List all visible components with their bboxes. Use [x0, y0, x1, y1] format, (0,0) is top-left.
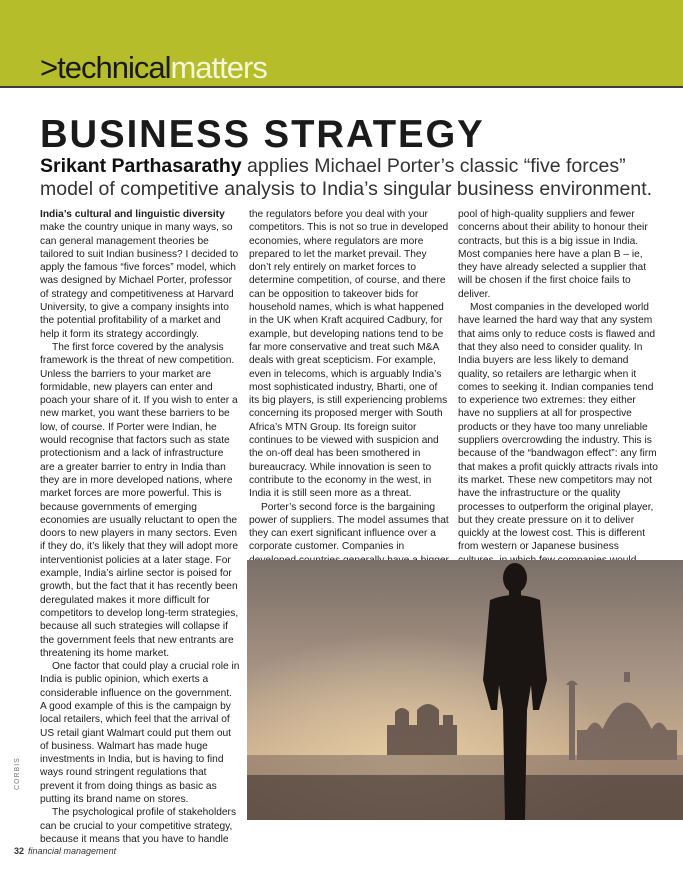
header-rule	[0, 86, 683, 88]
standfirst	[40, 155, 670, 201]
paragraph: the regulators before you deal with your competitors. This is not so true in developed economies, where regulators are more prepared to let the market prevail. They don’t rely entirely on market forces to determine competition, of course, and there can be opposition to takeover bids for household names, which is what happened in the UK when Kraft acquired Cadbury, for example, but developing nations tend to be far more conservative and treat such M&A deals with great scepticism. For example, even in telecoms, which is arguably India’s most sophisticated industry, Bharti, one of its big players, is still experiencing problems concerning its proposed merger with South Africa’s MTN Group. Its foreign suitor continues to be viewed with suspicion and the on-off deal has been smothered in bureaucracy. While innovation is seen to contribute to the economy in the west, in India it is still seen more as a threat.	[249, 209, 449, 500]
taj-mahal-photo	[247, 560, 683, 820]
silhouette-scene-image	[247, 560, 683, 820]
section-prefix: >technical	[40, 50, 171, 85]
paragraph: The first force covered by the analysis framework is the threat of new competition. Unless the barriers to your market are formidable, new players can enter and poach your share of it. If you wish to enter a new market, you want these barriers to be low, of course. If Porter were Indian, he would recognise that factors such as state protectionism and a lack of infrastructure are a greater barrier to entry in India than they are in more developed nations, where market forces are more powerful. This is because governments of emerging economies are usually reluctant to open the doors to new players in many sectors. Even if they do, it’s likely that they will adopt more interventionist policies at a later stage. For example, India’s airline sector is poised for growth, but the fact that it has recently been deregulated makes it more difficult for competitors to develop long-term strategies, because all such strategies will collapse if the government feels that new entrants are threatening its home market.	[40, 341, 239, 659]
headline: BUSINESS STRATEGY	[40, 113, 485, 156]
page-number: 32	[14, 846, 25, 856]
paragraph: pool of high-quality suppliers and fewer concerns about their ability to honour their contracts, but this is a big issue in India. Most companies here have a plan B – ie, they have already selected a supplier that will be chosen if the first choice fails to deliver.	[458, 209, 648, 300]
magazine-name: financial management	[28, 846, 117, 856]
article-column-3	[458, 208, 660, 594]
lead-in: India’s cultural and linguistic diversity	[40, 209, 225, 220]
page-footer	[14, 846, 116, 856]
photo-credit: CORBIS	[14, 757, 21, 790]
paragraph: The psychological profile of stakeholders can be crucial to your competitive strategy, because it means that you have to handle	[40, 807, 237, 845]
paragraph: One factor that could play a crucial role in India is public opinion, which exerts a considerable influence on the government. A good example of this is the campaign by local retailers, which feel that the arrival of US retail giant Walmart could put them out of business. Walmart has made huge investments in India, but is having to find ways round stringent regulations that prevent it from doing things as basic as putting its brand name on stores.	[40, 661, 240, 806]
paragraph	[40, 208, 240, 341]
article-column-1	[40, 208, 240, 846]
section-suffix: matters	[170, 50, 267, 85]
article-column-2	[249, 208, 449, 567]
paragraph-text: make the country unique in many ways, so can general management theories be tailored to suit Indian business? I decided to apply the famous “five forces” model, which was designed by Michael Porter, professor of strategy and competitiveness at Harvard University, to give a company insights into the potential profitability of a market and help it form its strategy accordingly.	[40, 222, 239, 340]
paragraph: Porter’s second force is the bargaining power of suppliers. The model assumes that they can exert significant influence over a corporate customer. Companies in	[249, 501, 449, 553]
section-label	[40, 50, 267, 86]
standfirst-text: applies Michael Porter’s classic “five forces” model of competitive analysis to India’s singular business environment.	[40, 155, 653, 200]
paragraph: Most companies in the developed world have learned the hard way that any system that aims only to reduce costs is flawed and that they also need to consider quality. In India buyers are less likely to demand quality, so retailers are lethargic when it comes to seeking it. Indian companies tend to experience two extremes: they either have no suppliers at all for prospective products or they have too many unreliable suppliers overcrowding the industry. This is because of the “bandwagon effect”: any firm that makes a profit quickly attracts rivals into its market. These new competitors may not have the infrastructure or the quality processes to outperform the original player, but they create pressure on it to deliver quickly at the lowest cost. This is different from western or Japanese business	[458, 302, 658, 553]
standfirst-author: Srikant Parthasarathy	[40, 155, 242, 177]
